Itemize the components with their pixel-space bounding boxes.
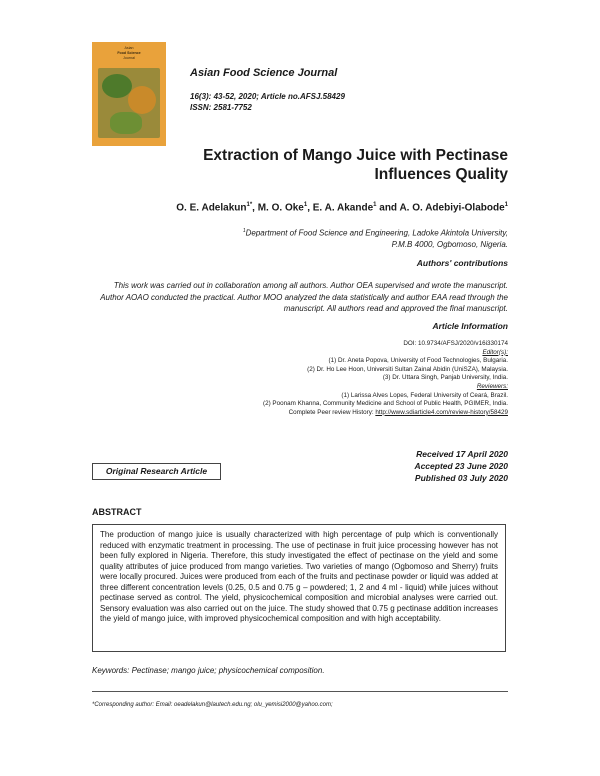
- editor-item: (1) Dr. Aneta Popova, University of Food Technologies, Bulgaria.: [328, 357, 508, 365]
- peer-review-link[interactable]: http://www.sdiarticle4.com/review-history/58429: [375, 408, 508, 416]
- journal-name: Asian Food Science Journal: [190, 67, 338, 79]
- affiliation: $^1$Department of Food Science and Engineering, Ladoke Akintola University, P.M.B 4000, Ogbomoso, Nigeria.: [242, 228, 508, 249]
- article-info: [148, 340, 508, 417]
- contributions-text: This work was carried out in collaboration among all authors. Author OEA supervised and wrote the manuscript. Author AOAO conducted the practical. Author MOO analyzed the data statistically and author EAA read through the manuscript. All authors read and approved the final manuscript.: [100, 281, 508, 313]
- footnote-divider: [92, 691, 508, 692]
- article-type-badge: Original Research Article: [92, 463, 221, 480]
- accepted-date: Accepted 23 June 2020: [414, 461, 508, 471]
- reviewers-label: Reviewers:: [476, 382, 508, 390]
- corresponding-author-footnote: *Corresponding author: Email: oeadelakun@lautech.edu.ng; olu_yemisi2000@yahoo.com;: [92, 702, 333, 708]
- received-date: Received 17 April 2020: [416, 449, 508, 459]
- editors-label: Editor(s):: [482, 348, 508, 356]
- publication-dates: [414, 448, 508, 484]
- editor-item: (3) Dr. Uttara Singh, Panjab University, India.: [382, 374, 508, 382]
- reviewer-item: (2) Poonam Khanna, Community Medicine and School of Public Health, PGIMER, India.: [262, 400, 508, 408]
- peer-review-history: Complete Peer review History: http://www.sdiarticle4.com/review-history/58429: [288, 408, 508, 416]
- abstract-heading: ABSTRACT: [92, 507, 142, 517]
- paper-title: Extraction of Mango Juice with Pectinase Influences Quality: [203, 147, 508, 183]
- editor-item: (2) Dr. Ho Lee Hoon, Universiti Sultan Zainal Abidin (UniSZA), Malaysia.: [307, 365, 508, 373]
- article-info-heading: Article Information: [432, 321, 508, 331]
- author-name: E. A. Akande: [312, 202, 374, 214]
- author-name: A. O. Adebiyi-Olabode: [399, 202, 505, 214]
- journal-cover-image: [92, 42, 166, 146]
- journal-volume: 16(3): 43-52, 2020; Article no.AFSJ.58429: [190, 92, 345, 101]
- author-name: O. E. Adelakun: [176, 202, 247, 214]
- abstract-text: The production of mango juice is usually characterized with high percentage of pulp which is conventionally reduced with enzymatic treatment in processing. The use of pectinase in fruit juice processing however has not been fully explored in Nigeria. Therefore, this study investigated the effect of pectinase on the yield and some quality attributes of juice produced from mango varieties. Two varieties of mango (Ogbomoso and Sherry) fruits were locally procured. Juices were produced from each of the fruits and pectinase powder or liquid was added at three different concentration levels (0.25, 0.5 and 0.75 g – powdered; 1, 2 and 4 ml - liquid) while juices without pectinase served as control. The yield, physicochemical composition and microbial analyses were carried out. Sensory evaluation was also carried out on the juice. The study showed that 0.75 g pectinase addition increases the yield of mango juice, with improved physicochemical composition and with high acceptability.: [92, 524, 506, 652]
- author-list: O. E. Adelakun$^{1*}$, M. O. Oke$^1$, E. A. Akande$^1$ and A. O. Adebiyi-Olabode$^1$: [176, 202, 508, 214]
- cover-photo: [98, 68, 160, 138]
- keywords: Keywords: Pectinase; mango juice; physicochemical composition.: [92, 666, 325, 675]
- cover-title: Asian Food Science Journal: [117, 46, 141, 60]
- contributions-heading: Authors' contributions: [416, 258, 508, 268]
- doi: DOI: 10.9734/AFSJ/2020/v16i330174: [403, 340, 508, 347]
- reviewer-item: (1) Larissa Alves Lopes, Federal University of Ceará, Brazil.: [341, 391, 508, 399]
- published-date: Published 03 July 2020: [414, 473, 508, 483]
- journal-issn: ISSN: 2581-7752: [190, 103, 252, 112]
- author-name: M. O. Oke: [257, 202, 304, 214]
